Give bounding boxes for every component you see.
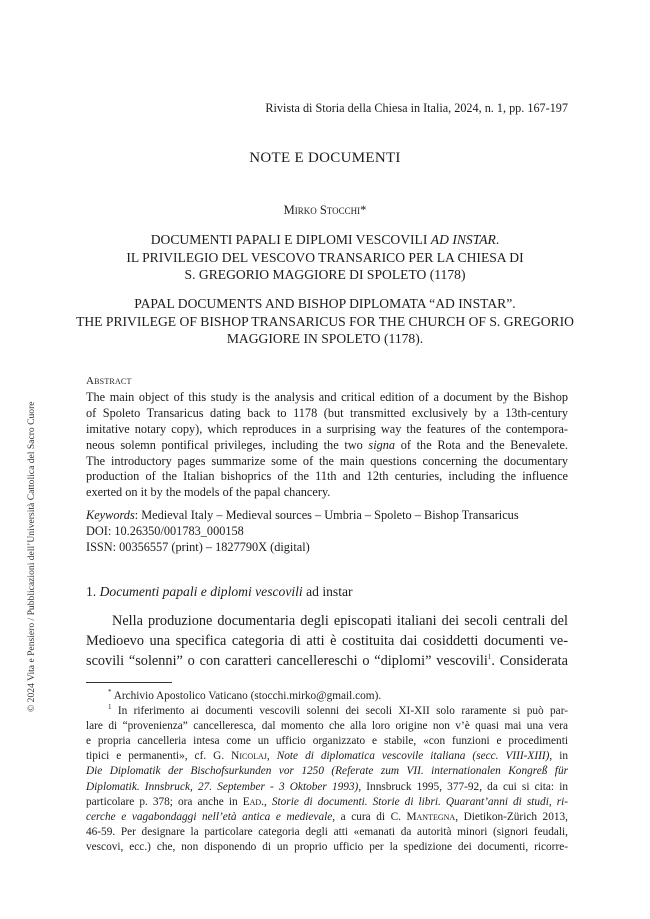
footnote-ref-1: 1: [487, 653, 492, 662]
abstract-italic-signa: signa: [368, 437, 396, 452]
abstract: [86, 374, 568, 501]
footnote-title: Die Diplomatik der Bischofsurkunden vor 1250 (Referate zum VII. internationalen Kongreß für: [86, 765, 568, 778]
title-english-line-1: PAPAL DOCUMENTS AND BISHOP DIPLOMATA “AD INSTAR”.: [134, 296, 516, 311]
title-italian: [0, 231, 650, 284]
footnote-title: Storie di documenti. Storie di libri. Quarant’anni di studi, ri-: [271, 795, 568, 808]
footnote-1-line: [86, 780, 568, 795]
footnote-author-nicolaj: Nicolaj: [231, 750, 267, 763]
issn: ISSN: 00356557 (print) – 1827790X (digital): [86, 540, 310, 554]
footnotes: [86, 689, 568, 855]
body-text: scovili “solenni” o con caratteri cancellereschi o “diplomi” vescovili: [86, 653, 488, 669]
footnote-author-ead: Ead: [242, 795, 262, 808]
footnote-1-line: lare di “provenienza” cancelleresca, dal momento che alla loro origine non v’è quasi mai una vera: [86, 720, 568, 733]
chapter-title-rest: ad instar: [302, 584, 353, 599]
title-english-line-3: MAGGIORE IN SPOLETO (1178).: [226, 331, 424, 346]
abstract-line: imitative notary copy), which reproduces in a surprising way the features of the contempora-: [86, 421, 568, 436]
title-italian-line-1-end: .: [495, 232, 500, 247]
footnote-title: Note di diplomatica vescovile italiana (secc. VIII-XIII): [276, 750, 550, 763]
body-text: . Considerata: [491, 653, 568, 669]
title-italian-line-2: IL PRIVILEGIO DEL VESCOVO TRANSARICO PER LA CHIESA DI: [126, 249, 524, 265]
chapter-title-italic: Documenti papali e diplomi vescovili: [99, 584, 303, 599]
footnote-1-line: [86, 749, 568, 764]
title-english: [0, 295, 650, 348]
abstract-line: The main object of this study is the analysis and critical edition of a document by the Bishop: [86, 389, 568, 404]
footnote-text: tipici e permanenti», cf. G.: [86, 750, 232, 763]
footnote-1-line: e propria cancelleria intesa come un ufficio organizzato e stabile, «con funzioni e procedimenti: [86, 735, 568, 748]
footnote-1-line: [86, 810, 568, 825]
section-title: NOTE E DOCUMENTI: [249, 150, 401, 166]
abstract-line: production of the Italian bishoprics of the 11th and 12th centuries, including the influence: [86, 469, 568, 484]
footnote-1-line: vescovi, ecc.) che, non disponendo di un proprio ufficio per la spedizione dei documenti, ricorre-: [86, 840, 568, 853]
title-italian-line-3: S. GREGORIO MAGGIORE DI SPOLETO (1178): [184, 267, 466, 282]
footnote-title: cerche e vagabondaggi nell’età antica e medievale: [86, 810, 333, 823]
author-footnote-mark: *: [360, 203, 367, 217]
footnote-1-mark: 1: [108, 703, 112, 712]
title-english-line-2: THE PRIVILEGE OF BISHOP TRANSARICUS FOR THE CHURCH OF S. GREGORIO: [76, 313, 574, 329]
footnote-text: , Innsbruck 1995, 377-92, da cui si cita: in: [358, 780, 568, 793]
footnote-text: particolare p. 378; ora anche in: [86, 795, 243, 808]
footnote-1-line: [86, 704, 568, 719]
abstract-label: Abstract: [86, 375, 132, 387]
keywords-value: : Medieval Italy – Medieval sources – Umbria – Spoleto – Bishop Transaricus: [134, 508, 519, 522]
footnote-text: ,: [266, 750, 277, 763]
footnote-star: [86, 689, 568, 704]
abstract-text: of the Rota and the Benevalete.: [395, 437, 568, 452]
footnote-text: , Dietikon-Zürich 2013,: [455, 810, 568, 823]
author-name: Mirko Stocchi: [283, 203, 361, 217]
footnote-divider: [86, 682, 172, 683]
journal-header: Rivista di Storia della Chiesa in Italia, 2024, n. 1, pp. 167-197: [265, 101, 568, 115]
body-paragraph: [86, 611, 568, 671]
keywords: [86, 507, 568, 523]
chapter-number: 1.: [86, 584, 100, 599]
footnote-star-text: Archivio Apostolico Vaticano (stocchi.mirko@gmail.com).: [111, 690, 382, 702]
footnote-text: , in: [549, 750, 568, 763]
author-line: [0, 203, 650, 218]
abstract-text: neous solemn pontifical privileges, including the two: [86, 437, 369, 452]
title-italian-line-1-text: DOCUMENTI PAPALI E DIPLOMI VESCOVILI: [150, 232, 431, 247]
footnote-star-mark: *: [108, 688, 112, 697]
footnote-title: Diplomatik. Innsbruck, 27. September - 3 Oktober 1993): [86, 780, 359, 793]
footnote-text: In riferimento ai documenti vescovili solenni dei secoli XI-XII solo raramente si può par-: [111, 705, 568, 718]
footnote-1-line: [86, 764, 568, 779]
copyright-side-note: © 2024 Vita e Pensiero / Pubblicazioni dell’Università Cattolica del Sacro Cuore: [26, 401, 37, 712]
title-italian-line-1: [0, 231, 650, 249]
footnote-author-mantegna: Mantegna: [406, 810, 456, 823]
body-line: Medioevo una specifica categoria di atti è costituita dai cosiddetti documenti ve-: [86, 633, 568, 649]
abstract-line: exerted on it by the models of the papal chancery.: [86, 485, 331, 500]
abstract-line: of Spoleto Transaricus dating back to 1178 (but transmitted exclusively by a 13th-century: [86, 405, 568, 420]
chapter-heading: [86, 584, 353, 600]
footnote-text: , a cura di C.: [332, 810, 407, 823]
title-italian-ad-instar: AD INSTAR: [430, 232, 496, 247]
article-metadata: [86, 507, 568, 555]
abstract-line: The introductory pages summarize some of the main questions concerning the documentary: [86, 453, 568, 468]
footnote-1-line: 46-59. Per designare la particolare categoria degli atti «emanati da autorità minori (signori feudali,: [86, 825, 568, 838]
footnote-1-line: [86, 795, 568, 810]
doi: DOI: 10.26350/001783_000158: [86, 524, 244, 538]
keywords-label: Keywords: [86, 508, 135, 522]
body-line: Nella produzione documentaria degli episcopati italiani dei secoli centrali del: [112, 613, 568, 629]
body-line: [86, 651, 568, 671]
abstract-line: [86, 438, 568, 454]
footnote-text: .,: [261, 795, 272, 808]
